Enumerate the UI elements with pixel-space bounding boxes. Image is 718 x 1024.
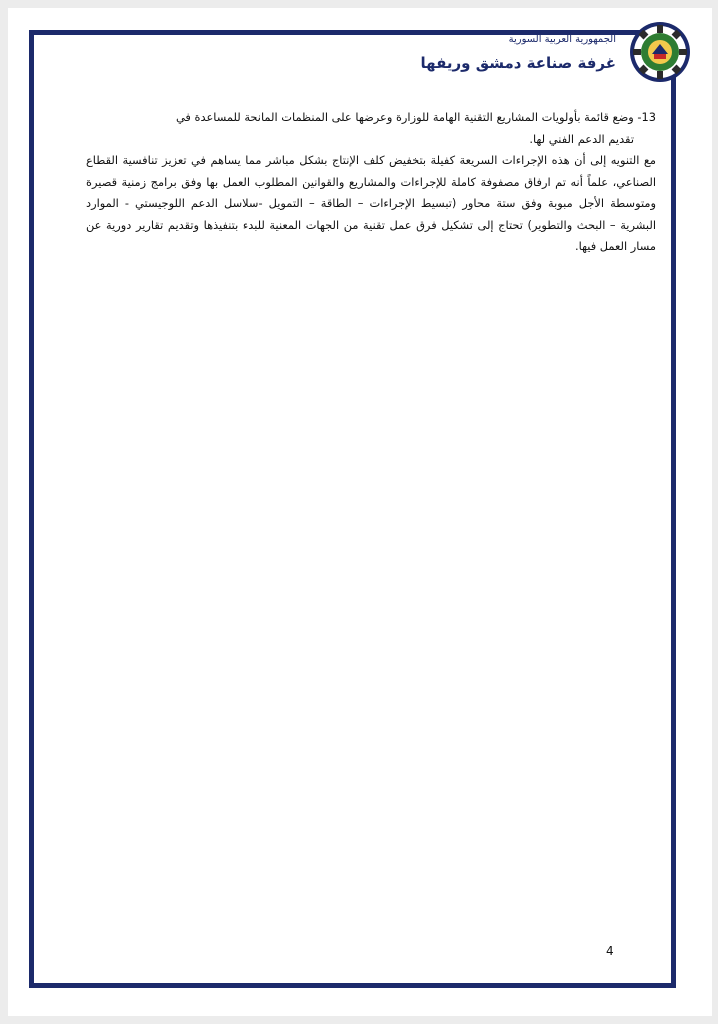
document-page bbox=[8, 8, 712, 1016]
page-number: 4 bbox=[606, 944, 614, 958]
list-item-13-first-line: 13- وضع قائمة بأولويات المشاريع التقنية الهامة للوزارة وعرضها على المنظمات المانحة للمساعدة في bbox=[175, 110, 656, 124]
country-name: الجمهورية العربية السورية bbox=[508, 34, 616, 45]
document-body bbox=[86, 107, 656, 258]
list-item-13-continuation: تقديم الدعم الفني لها. bbox=[529, 131, 634, 146]
letterhead bbox=[332, 20, 692, 92]
chamber-name: غرفة صناعة دمشق وريفها bbox=[420, 54, 616, 72]
closing-paragraph: مع التنويه إلى أن هذه الإجراءات السريعة كفيلة بتخفيض كلف الإنتاج بشكل مباشر مما يساهم في تعزيز تنافسية القطاع الصناعي، علماً أنه تم ارفاق مصفوفة كاملة للإجراءات والمشاريع والقوانين المطلوب العمل بها وفق برامج زمنية قصيرة ومتوسطة الأجل مبوبة وفق ستة محاور (تبسيط الإجراءات – الطاقة – التمويل -سلاسل الدعم اللوجيستي - الموارد البشرية – البحث والتطوير) تحتاج إلى تشكيل فرق عمل تقنية من الجهات المعنية للبدء بتنفيذها وتقديم تقارير دورية عن مسار العمل فيها. bbox=[86, 153, 656, 253]
gear-emblem-icon bbox=[628, 20, 692, 84]
